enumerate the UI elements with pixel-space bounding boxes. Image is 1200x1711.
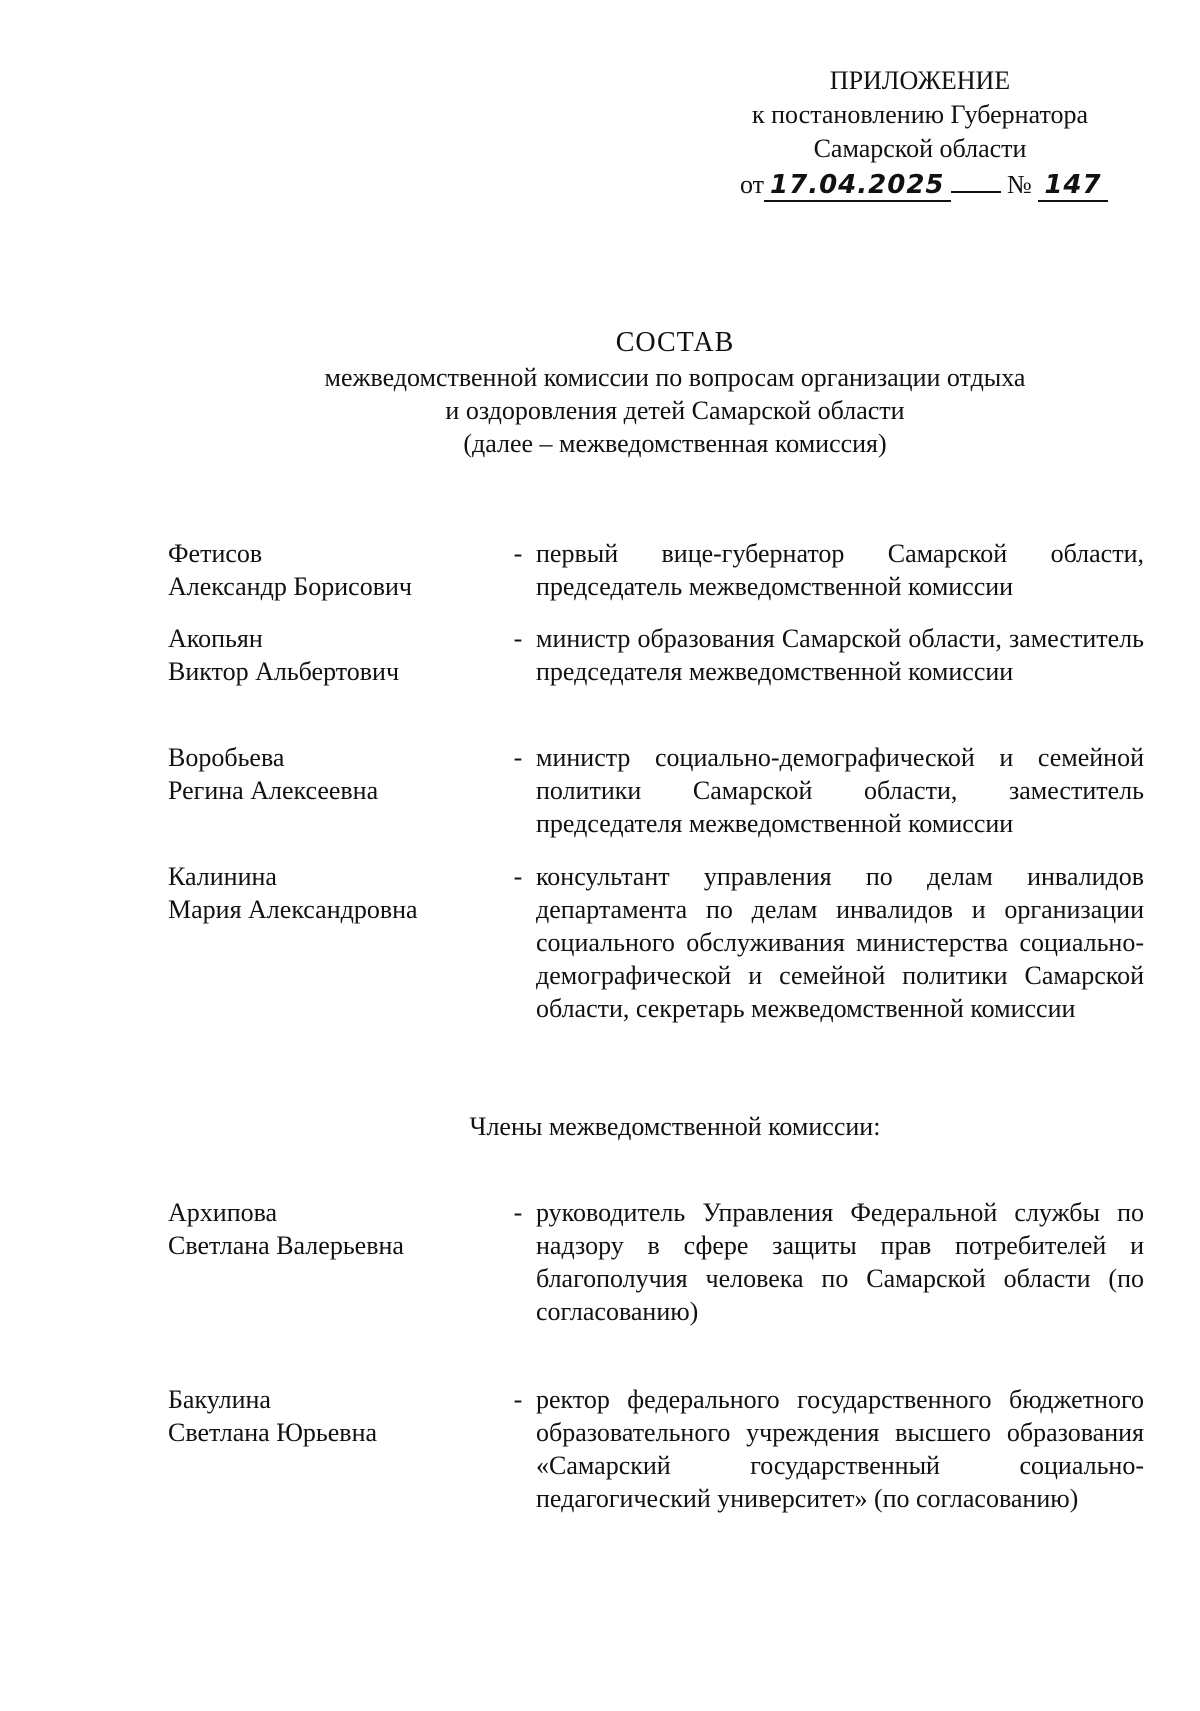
document-title: [150, 326, 1200, 460]
member-role: консультант управления по делам инвалидов департамента по делам инвалидов и организации социального обслуживания министерства социально-демографической и семейной политики Самарской области, секретарь межведомственной комиссии: [536, 862, 1144, 1023]
member-role: руководитель Управления Федеральной службы по надзору в сфере защиты прав потребителей и благополучия человека по Самарской области (по согласованию): [536, 1198, 1144, 1326]
member-surname: Калинина: [168, 862, 277, 891]
entry-dash: -: [513, 1385, 523, 1414]
title-line-2: и оздоровления детей Самарской области: [445, 396, 905, 425]
date-prefix: от: [740, 170, 765, 199]
member-surname: Акопьян: [168, 624, 263, 653]
entry-dash: -: [513, 1198, 523, 1227]
member-given-names: Мария Александровна: [168, 895, 418, 924]
appendix-label: ПРИЛОЖЕНИЕ: [829, 66, 1011, 95]
member-role: министр социально-демографической и семейной политики Самарской области, заместитель председателя межведомственной комиссии: [536, 743, 1144, 838]
member-name: [168, 1196, 498, 1262]
appendix-date-line: [740, 168, 1100, 202]
member-role: первый вице-губернатор Самарской области, председатель межведомственной комиссии: [536, 539, 1144, 601]
member-name: [168, 860, 498, 926]
title-line-1: межведомственной комиссии по вопросам организации отдыха: [324, 363, 1026, 392]
member-name: [168, 1383, 498, 1449]
handwritten-number: 147: [1038, 170, 1107, 202]
member-surname: Бакулина: [168, 1385, 271, 1414]
member-surname: Воробьева: [168, 743, 285, 772]
member-name: [168, 741, 498, 807]
member-surname: Фетисов: [168, 539, 263, 568]
member-given-names: Александр Борисович: [168, 572, 412, 601]
handwritten-date: 17.04.2025: [764, 170, 950, 202]
member-given-names: Регина Алексеевна: [168, 776, 379, 805]
appendix-region: Самарской области: [813, 134, 1027, 163]
appendix-reference: к постановлению Губернатора: [751, 100, 1089, 129]
member-given-names: Виктор Альбертович: [168, 657, 400, 686]
entry-dash: -: [513, 862, 523, 891]
entry-dash: -: [513, 743, 523, 772]
member-surname: Архипова: [168, 1198, 278, 1227]
appendix-header: [740, 64, 1100, 202]
member-role: министр образования Самарской области, заместитель председателя межведомственной комиссии: [536, 624, 1144, 686]
title-line-3: (далее – межведомственная комиссия): [463, 429, 887, 458]
date-underline: [951, 190, 1001, 193]
members-heading: Члены межведомственной комиссии:: [469, 1112, 881, 1141]
member-name: [168, 622, 498, 688]
member-given-names: Светлана Юрьевна: [168, 1418, 378, 1447]
member-role: ректор федерального государственного бюджетного образовательного учреждения высшего образования «Самарский государственный социально-педагогический университет» (по согласованию): [536, 1385, 1144, 1513]
entry-dash: -: [513, 624, 523, 653]
title-heading: СОСТАВ: [615, 327, 735, 358]
entry-dash: -: [513, 539, 523, 568]
number-prefix: №: [1007, 170, 1032, 199]
member-given-names: Светлана Валерьевна: [168, 1231, 404, 1260]
member-name: [168, 537, 498, 603]
